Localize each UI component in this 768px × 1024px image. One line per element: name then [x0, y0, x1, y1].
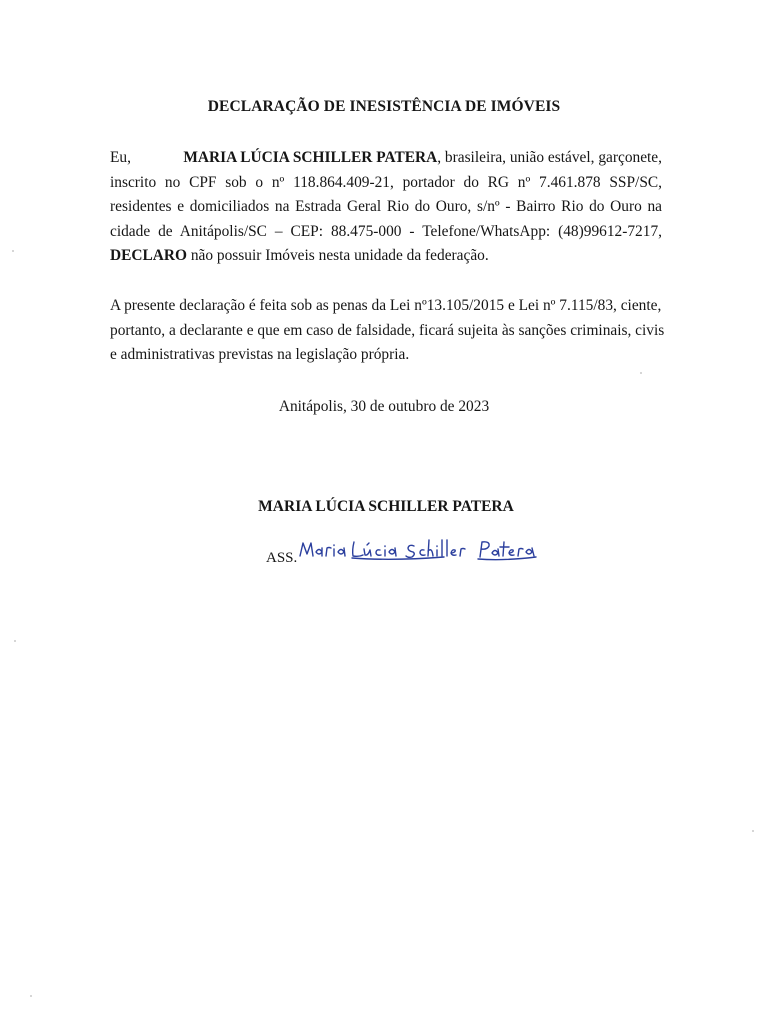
signature-label: ASS. — [266, 550, 298, 566]
paragraph-line: cidade de Anitápolis/SC – CEP: 88.475-000 - Telefone/WhatsApp: (48)99612-7217, — [110, 222, 662, 240]
declarant-name-inline — [183, 146, 662, 171]
paragraph-line: A presente declaração é feita sob as penas da Lei nº13.105/2015 e Lei nº 7.115/83, ciente, — [110, 297, 662, 314]
scan-speck — [30, 995, 32, 997]
paragraph-line — [110, 244, 662, 269]
signature-line — [266, 540, 546, 570]
paragraph-line: e administrativas previstas na legislação própria. — [110, 346, 410, 363]
paragraph-line — [110, 146, 662, 171]
paragraph-line: residentes e domiciliados na Estrada Geral Rio do Ouro, s/nº - Bairro Rio do Ouro na — [110, 198, 662, 215]
paragraph-line: portanto, a declarante e que em caso de falsidade, ficará sujeita às sanções criminais, civis — [110, 321, 665, 339]
document-title: DECLARAÇÃO DE INESISTÊNCIA DE IMÓVEIS — [207, 98, 561, 115]
scan-speck — [752, 830, 754, 832]
paragraph-line: inscrito no CPF sob o nº 118.864.409-21, portador do RG nº 7.461.878 SSP/SC, — [110, 173, 662, 191]
penalty-paragraph — [110, 294, 666, 368]
declaro-keyword: DECLARO — [110, 247, 187, 264]
place-and-date: Anitápolis, 30 de outubro de 2023 — [278, 398, 490, 415]
declaration-statement: não possuir Imóveis nesta unidade da federação. — [186, 247, 489, 264]
signer-name: MARIA LÚCIA SCHILLER PATERA — [258, 498, 514, 515]
declarant-qualification: , brasileira, união estável, garçonete, — [437, 149, 662, 166]
scan-speck — [14, 640, 16, 642]
scan-speck — [640, 372, 642, 374]
declarant-name: MARIA LÚCIA SCHILLER PATERA — [183, 149, 438, 166]
pronoun-text: Eu, — [110, 149, 131, 166]
scan-speck — [12, 250, 14, 252]
declaration-paragraph — [110, 146, 662, 269]
handwritten-signature — [296, 534, 546, 570]
